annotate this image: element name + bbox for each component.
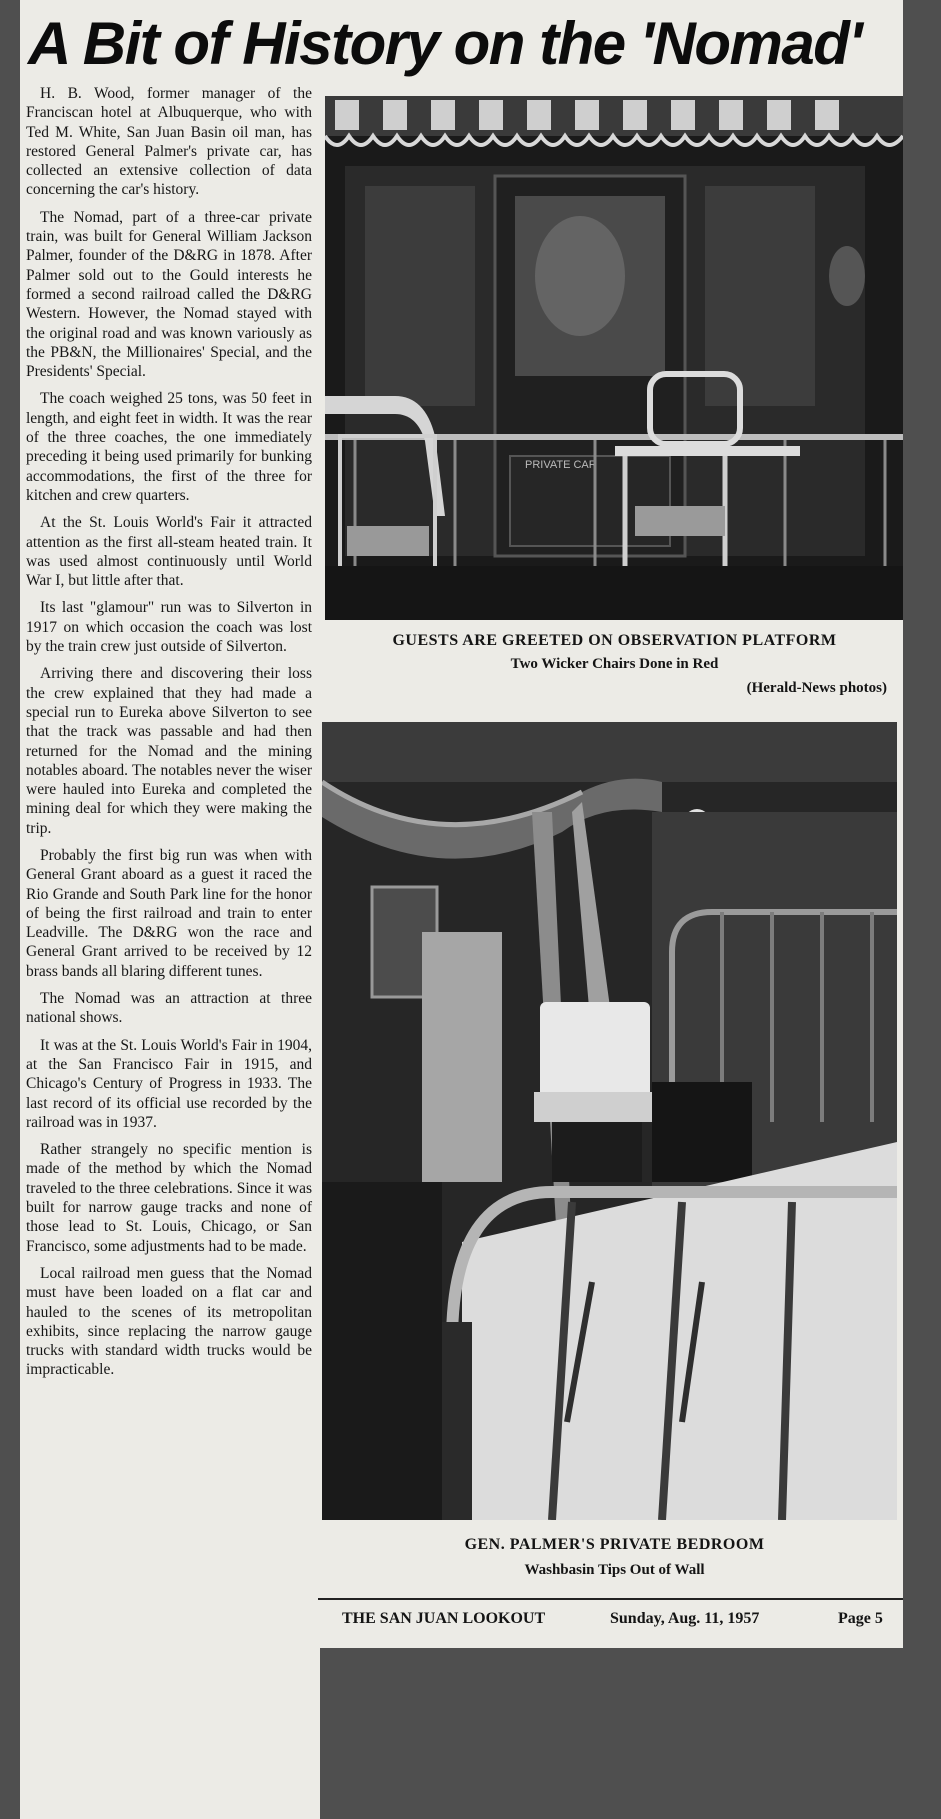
article-paragraph: Local railroad men guess that the Nomad must have been loaded on a flat car and hauled to the scenes of its metropolitan exhibits, since replacing the narrow gauge trucks with standard width trucks would be impracticable. xyxy=(26,1264,312,1379)
photo2-caption-title: GEN. PALMER'S PRIVATE BEDROOM xyxy=(464,1536,765,1553)
observation-platform-photo xyxy=(325,96,903,620)
article-paragraph: Probably the first big run was when with General Grant aboard as a guest it raced the Rio Grande and South Park line for the honor of being the first railroad and train to enter Leadville. The D&RG won the race and General Grant arrived to be received by 12 brass bands all blaring different tunes. xyxy=(26,846,312,980)
photo1-caption-title: GUESTS ARE GREETED ON OBSERVATION PLATFORM xyxy=(392,632,837,649)
footer-rule xyxy=(318,1598,903,1600)
article-paragraph: Arriving there and discovering their loss the crew explained that they had made a special run to Eureka above Silverton to see that the track was passable and had then returned for the Nomad and the mining notables aboard. The notables never the wiser were hauled into Eureka and completed the mining deal for which they were making the trip. xyxy=(26,665,312,837)
article-paragraph: H. B. Wood, former manager of the Franciscan hotel at Albuquerque, who with Ted M. White, San Juan Basin oil man, has restored General Palmer's private car, has collected an extensive collection of data concerning the car's history. xyxy=(26,85,312,199)
article-paragraph: Rather strangely no specific mention is made of the method by which the Nomad traveled to the three celebrations. Since it was built for narrow gauge tracks and none of those lead to St. Louis, Chicago, or San Francisco, some adjustments had to be made. xyxy=(26,1141,312,1255)
article-paragraph: The coach weighed 25 tons, was 50 feet in length, and eight feet in width. It was the rear of the three coaches, the one immediately preceding it being used primarily for bunking accommodations, the first of the three for kitchen and crew quarters. xyxy=(26,390,312,504)
headline: A Bit of History on the 'Nomad' xyxy=(28,10,862,77)
photo2-caption-subtitle: Washbasin Tips Out of Wall xyxy=(524,1562,705,1578)
photo-credit: (Herald-News photos) xyxy=(746,680,887,696)
publication-name: THE SAN JUAN LOOKOUT xyxy=(342,1610,546,1627)
article-body xyxy=(26,84,312,1388)
article-paragraph: The Nomad, part of a three-car private train, was built for General William Jackson Palmer, founder of the D&RG in 1878. After Palmer sold out to the Gould interests he formed a second railroad called the D&RG Western. However, the Nomad stayed with the original road and was known variously as the PB&N, the Millionaires' Special, and the Presidents' Special. xyxy=(26,208,312,381)
article-paragraph: Its last "glamour" run was to Silverton in 1917 on which occasion the coach was lost by the train crew just outside of Silverton. xyxy=(26,599,312,656)
private-bedroom-photo xyxy=(322,722,897,1520)
publication-date: Sunday, Aug. 11, 1957 xyxy=(610,1610,760,1627)
article-paragraph: The Nomad was an attraction at three national shows. xyxy=(26,990,312,1027)
article-paragraph: At the St. Louis World's Fair it attracted attention as the first all-steam heated train. It was used almost continuously until World War I, but little after that. xyxy=(26,514,312,590)
door-sign: PRIVATE CAR xyxy=(525,459,597,471)
article-paragraph: It was at the St. Louis World's Fair in 1904, at the San Francisco Fair in 1915, and Chicago's Century of Progress in 1933. The last record of its official use recorded by the railroad was in 1937. xyxy=(26,1036,312,1131)
photo1-caption-subtitle: Two Wicker Chairs Done in Red xyxy=(510,656,719,672)
page-number: Page 5 xyxy=(838,1610,883,1627)
